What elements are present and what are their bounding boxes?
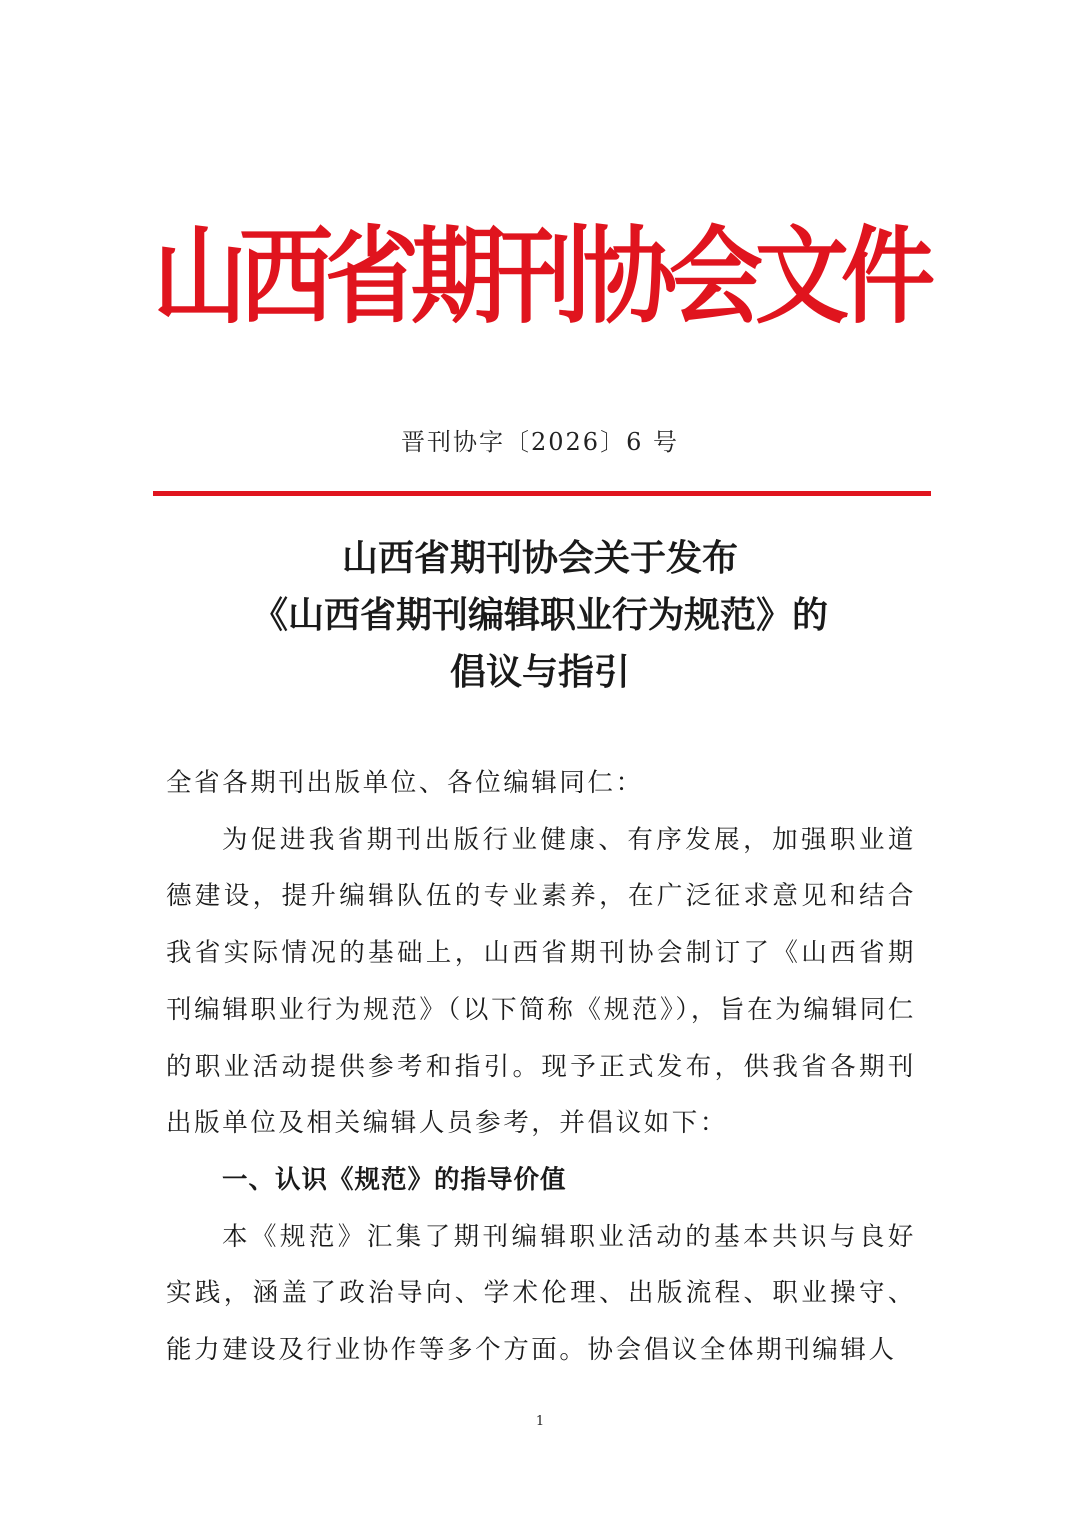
document-title [0, 530, 1080, 701]
body-paragraph-2: 本《规范》汇集了期刊编辑职业活动的基本共识与良好实践，涵盖了政治导向、学术伦理、出版流程、职业操守、能力建设及行业协作等多个方面。协会倡议全体期刊编辑人 [166, 1221, 916, 1366]
document-body [166, 755, 916, 1379]
page-number: 1 [535, 1414, 545, 1429]
body-paragraph-1: 为促进我省期刊出版行业健康、有序发展，加强职业道德建设，提升编辑队伍的专业素养，在广泛征求意见和结合我省实际情况的基础上，山西省期刊协会制订了《山西省期刊编辑职业行为规范》（以下简称《规范》），旨在为编辑同仁的职业活动提供参考和指引。现予正式发布，供我省各期刊出版单位及相关编辑人员参考，并倡议如下： [166, 824, 916, 1139]
title-line-1: 山西省期刊协会关于发布 [341, 538, 738, 579]
document-masthead: 山西省期刊协会文件 [152, 215, 927, 339]
title-line-2: 《山西省期刊编辑职业行为规范》的 [251, 595, 828, 636]
document-number: 晋刊协字〔2026〕6 号 [401, 428, 679, 456]
red-divider-line [153, 491, 931, 496]
section-heading-1: 一、认识《规范》的指导价值 [222, 1164, 567, 1195]
salutation: 全省各期刊出版单位、各位编辑同仁： [166, 768, 644, 798]
title-line-3: 倡议与指引 [449, 652, 630, 693]
